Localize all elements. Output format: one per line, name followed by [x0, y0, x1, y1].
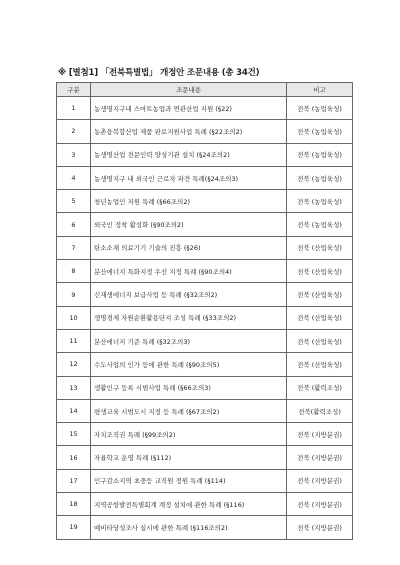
row-content: 자치조직권 특례 (§99조의2): [91, 423, 287, 446]
row-content: 지역공항발전특별회계 계정 설치에 관한 특례 (§116): [91, 493, 287, 516]
row-note: 전북 (산업육성): [287, 329, 353, 352]
provisions-table: [56, 82, 353, 540]
header-note: 비고: [287, 83, 353, 97]
row-content: 분산에너지 기준 특례 (§32조의3): [91, 329, 287, 352]
table-row: [57, 283, 353, 306]
row-number: 6: [57, 213, 91, 236]
table-row: [57, 97, 353, 120]
table-row: [57, 329, 353, 352]
table-row: [57, 399, 353, 422]
row-note: 전북 (지방분권): [287, 446, 353, 469]
row-number: 1: [57, 97, 91, 120]
row-note: 전북 (지방분권): [287, 493, 353, 516]
row-note: 전북 (지방분권): [287, 423, 353, 446]
table-row: [57, 213, 353, 236]
row-note: 전북 (농업육성): [287, 143, 353, 166]
row-content: 청년농업인 지원 특례 (§66조의2): [91, 190, 287, 213]
row-content: 분산에너지 특화지정 우선 지정 특례 (§90조의4): [91, 260, 287, 283]
document-title: ※ [별첨1] 「전북특별법」 개정안 조문내용 (총 34건): [58, 68, 260, 78]
row-note: 전북 (농업육성): [287, 213, 353, 236]
row-content: 생활인구 등록 시범사업 특례 (§66조의3): [91, 376, 287, 399]
row-number: 18: [57, 493, 91, 516]
row-number: 10: [57, 306, 91, 329]
row-note: 전북 (농업육성): [287, 120, 353, 143]
table-row: [57, 120, 353, 143]
row-note: 전북 (활력조성): [287, 376, 353, 399]
table-body: [57, 97, 353, 540]
table-row: [57, 446, 353, 469]
row-number: 19: [57, 516, 91, 539]
row-note: 전북 (농업육성): [287, 190, 353, 213]
row-number: 12: [57, 353, 91, 376]
row-number: 9: [57, 283, 91, 306]
row-number: 2: [57, 120, 91, 143]
table-row: [57, 143, 353, 166]
row-number: 5: [57, 190, 91, 213]
header-category: 구분: [57, 83, 91, 97]
row-note: 전북 (지방분권): [287, 469, 353, 492]
row-note: 전북 (산업육성): [287, 236, 353, 259]
row-number: 7: [57, 236, 91, 259]
table-row: [57, 236, 353, 259]
header-content: 조문내용: [91, 83, 287, 97]
row-content: 신재생에너지 보급사업 등 특례 (§32조의2): [91, 283, 287, 306]
table-row: [57, 306, 353, 329]
row-note: 전북 (산업육성): [287, 353, 353, 376]
row-number: 17: [57, 469, 91, 492]
table-row: [57, 376, 353, 399]
row-note: 전북(활력조성): [287, 399, 353, 422]
row-number: 4: [57, 166, 91, 189]
header-row: [57, 83, 353, 97]
row-content: 수도사업의 인가 등에 관한 특례 (§90조의5): [91, 353, 287, 376]
row-number: 13: [57, 376, 91, 399]
row-note: 전북 (지방분권): [287, 516, 353, 539]
row-note: 전북 (산업육성): [287, 283, 353, 306]
row-content: 평생교육 시범도시 지정 등 특례 (§67조의2): [91, 399, 287, 422]
table-header: [57, 83, 353, 97]
row-note: 전북 (농업육성): [287, 97, 353, 120]
row-content: 탄소소재 의료기기 기술의 진흥 (§26): [91, 236, 287, 259]
table-row: [57, 166, 353, 189]
row-note: 전북 (산업육성): [287, 306, 353, 329]
row-number: 15: [57, 423, 91, 446]
row-content: 예비타당성조사 실시에 관한 특례 (§116조의2): [91, 516, 287, 539]
row-content: 외국인 정착 활성화 (§90조의2): [91, 213, 287, 236]
row-number: 16: [57, 446, 91, 469]
row-content: 농생명지구내 스마트농업과 연관산업 지원 (§22): [91, 97, 287, 120]
table-row: [57, 516, 353, 539]
row-content: 농촌융복합산업 제품 판로지원사업 특례 (§22조의2): [91, 120, 287, 143]
table-row: [57, 423, 353, 446]
row-content: 생명경제 자원순환활용단지 조성 특례 (§33조의2): [91, 306, 287, 329]
table-row: [57, 353, 353, 376]
table-row: [57, 190, 353, 213]
row-number: 14: [57, 399, 91, 422]
row-note: 전북 (산업육성): [287, 260, 353, 283]
row-number: 3: [57, 143, 91, 166]
row-number: 8: [57, 260, 91, 283]
row-content: 농생명지구 내 외국인 근로자 파견 특례(§24조의3): [91, 166, 287, 189]
row-note: 전북 (농업육성): [287, 166, 353, 189]
row-content: 자율학교 운영 특례 (§112): [91, 446, 287, 469]
row-number: 11: [57, 329, 91, 352]
table-row: [57, 493, 353, 516]
table-row: [57, 469, 353, 492]
row-content: 인구감소지역 초중등 교직원 정원 특례 (§114): [91, 469, 287, 492]
table-row: [57, 260, 353, 283]
row-content: 농생명산업 전문인력 양성기관 설치 (§24조의2): [91, 143, 287, 166]
